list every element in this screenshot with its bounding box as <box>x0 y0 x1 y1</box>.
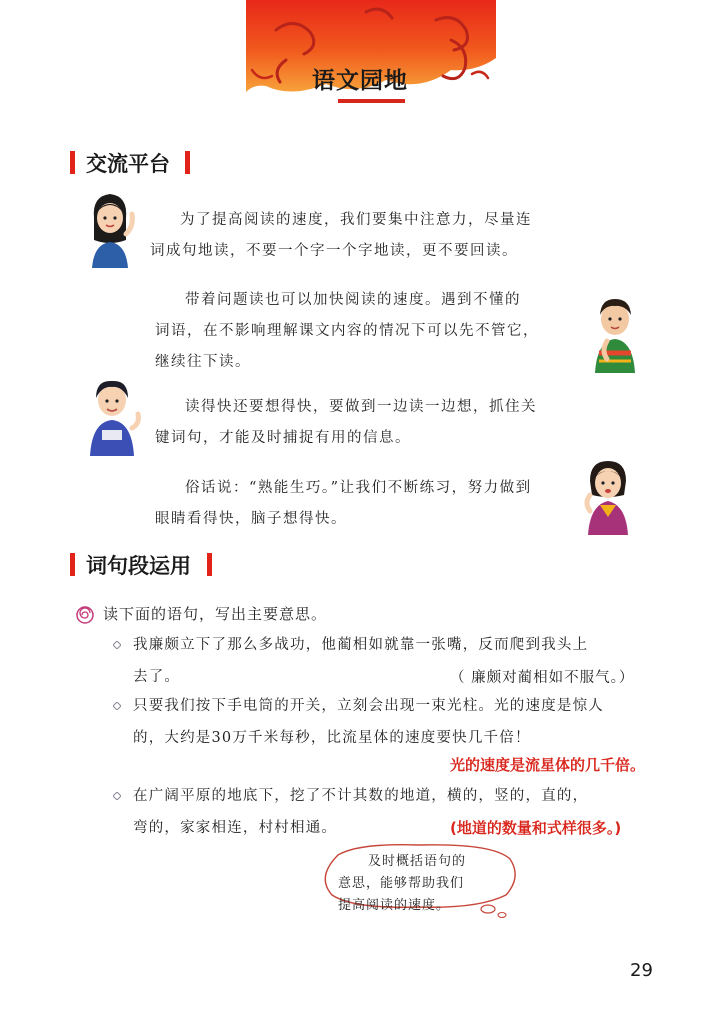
diamond-bullet-icon <box>113 641 121 649</box>
paragraph-line: 键词句，才能及时捕捉有用的信息。 <box>155 430 411 446</box>
exercise-line: 在广阔平原的地底下，挖了不计其数的地道，横的，竖的，直的， <box>133 788 589 804</box>
exercise-line: 只要我们按下手电筒的开关，立刻会出现一束光柱。光的速度是惊人 <box>133 698 604 714</box>
exercise-item-2 <box>133 690 663 754</box>
page-number: 29 <box>630 960 653 981</box>
heading-bar-right <box>185 151 190 174</box>
paragraph-line: 读得快还要想得快，要做到一边读一边想，抓住关 <box>185 399 537 415</box>
exercise-answer-1: （ 廉颇对蔺相如不服气。） <box>450 670 635 686</box>
girl-pink-dress-icon <box>578 455 638 535</box>
exchange-paragraph-4 <box>155 473 575 535</box>
paragraph-line: 为了提高阅读的速度，我们要集中注意力，尽量连 <box>180 212 532 228</box>
heading-bar-right <box>207 553 212 576</box>
diamond-bullet-icon <box>113 792 121 800</box>
boy-character-icon <box>585 293 645 373</box>
exercise-answer-3: (地道的数量和式样很多。) <box>450 819 622 837</box>
tip-line: 意思，能够帮助我们 <box>338 876 465 891</box>
exercise-line: 去了。 <box>133 669 181 685</box>
paragraph-line: 词成句地读，不要一个字一个字地读，更不要回读。 <box>150 243 518 259</box>
title-underline <box>338 99 405 103</box>
tip-line: 提高阅读的速度。 <box>338 898 451 913</box>
paragraph-line: 继续往下读。 <box>155 354 251 370</box>
tip-line: 及时概括语句的 <box>368 854 467 869</box>
exercise-instruction: 读下面的语句，写出主要意思。 <box>103 605 328 623</box>
exercise-line: 我廉颇立下了那么多战功，他蔺相如就靠一张嘴，反而爬到我头上 <box>133 637 589 653</box>
exercise-line: 弯的，家家相连，村村相通。 <box>133 820 338 836</box>
tip-text <box>338 851 498 917</box>
heading-bar-left <box>70 151 75 174</box>
paragraph-line: 眼睛看得快，脑子想得快。 <box>155 511 347 527</box>
exercise-line: 的，大约是30万千米每秒，比流星体的速度要快几千倍！ <box>133 730 531 746</box>
exercise-answer-2: 光的速度是流星体的几千倍。 <box>450 756 646 774</box>
paragraph-line: 带着问题读也可以加快阅读的速度。遇到不懂的 <box>185 292 521 308</box>
section-heading-text: 交流平台 <box>86 152 170 176</box>
boy-blue-shirt-icon <box>82 376 142 456</box>
exchange-paragraph-2 <box>155 285 575 378</box>
girl-character-icon <box>80 188 140 268</box>
spiral-bullet-icon <box>76 606 94 624</box>
exchange-paragraph-1 <box>150 205 570 267</box>
exchange-paragraph-3 <box>155 392 575 454</box>
page-title: 语文园地 <box>312 67 408 94</box>
section-heading-usage <box>70 550 220 580</box>
paragraph-line: 俗话说：“熟能生巧。”让我们不断练习，努力做到 <box>185 480 532 496</box>
section-heading-exchange <box>70 148 200 178</box>
section-heading-text: 词句段运用 <box>86 554 191 578</box>
diamond-bullet-icon <box>113 702 121 710</box>
paragraph-line: 词语，在不影响理解课文内容的情况下可以先不管它， <box>155 323 539 339</box>
heading-bar-left <box>70 553 75 576</box>
